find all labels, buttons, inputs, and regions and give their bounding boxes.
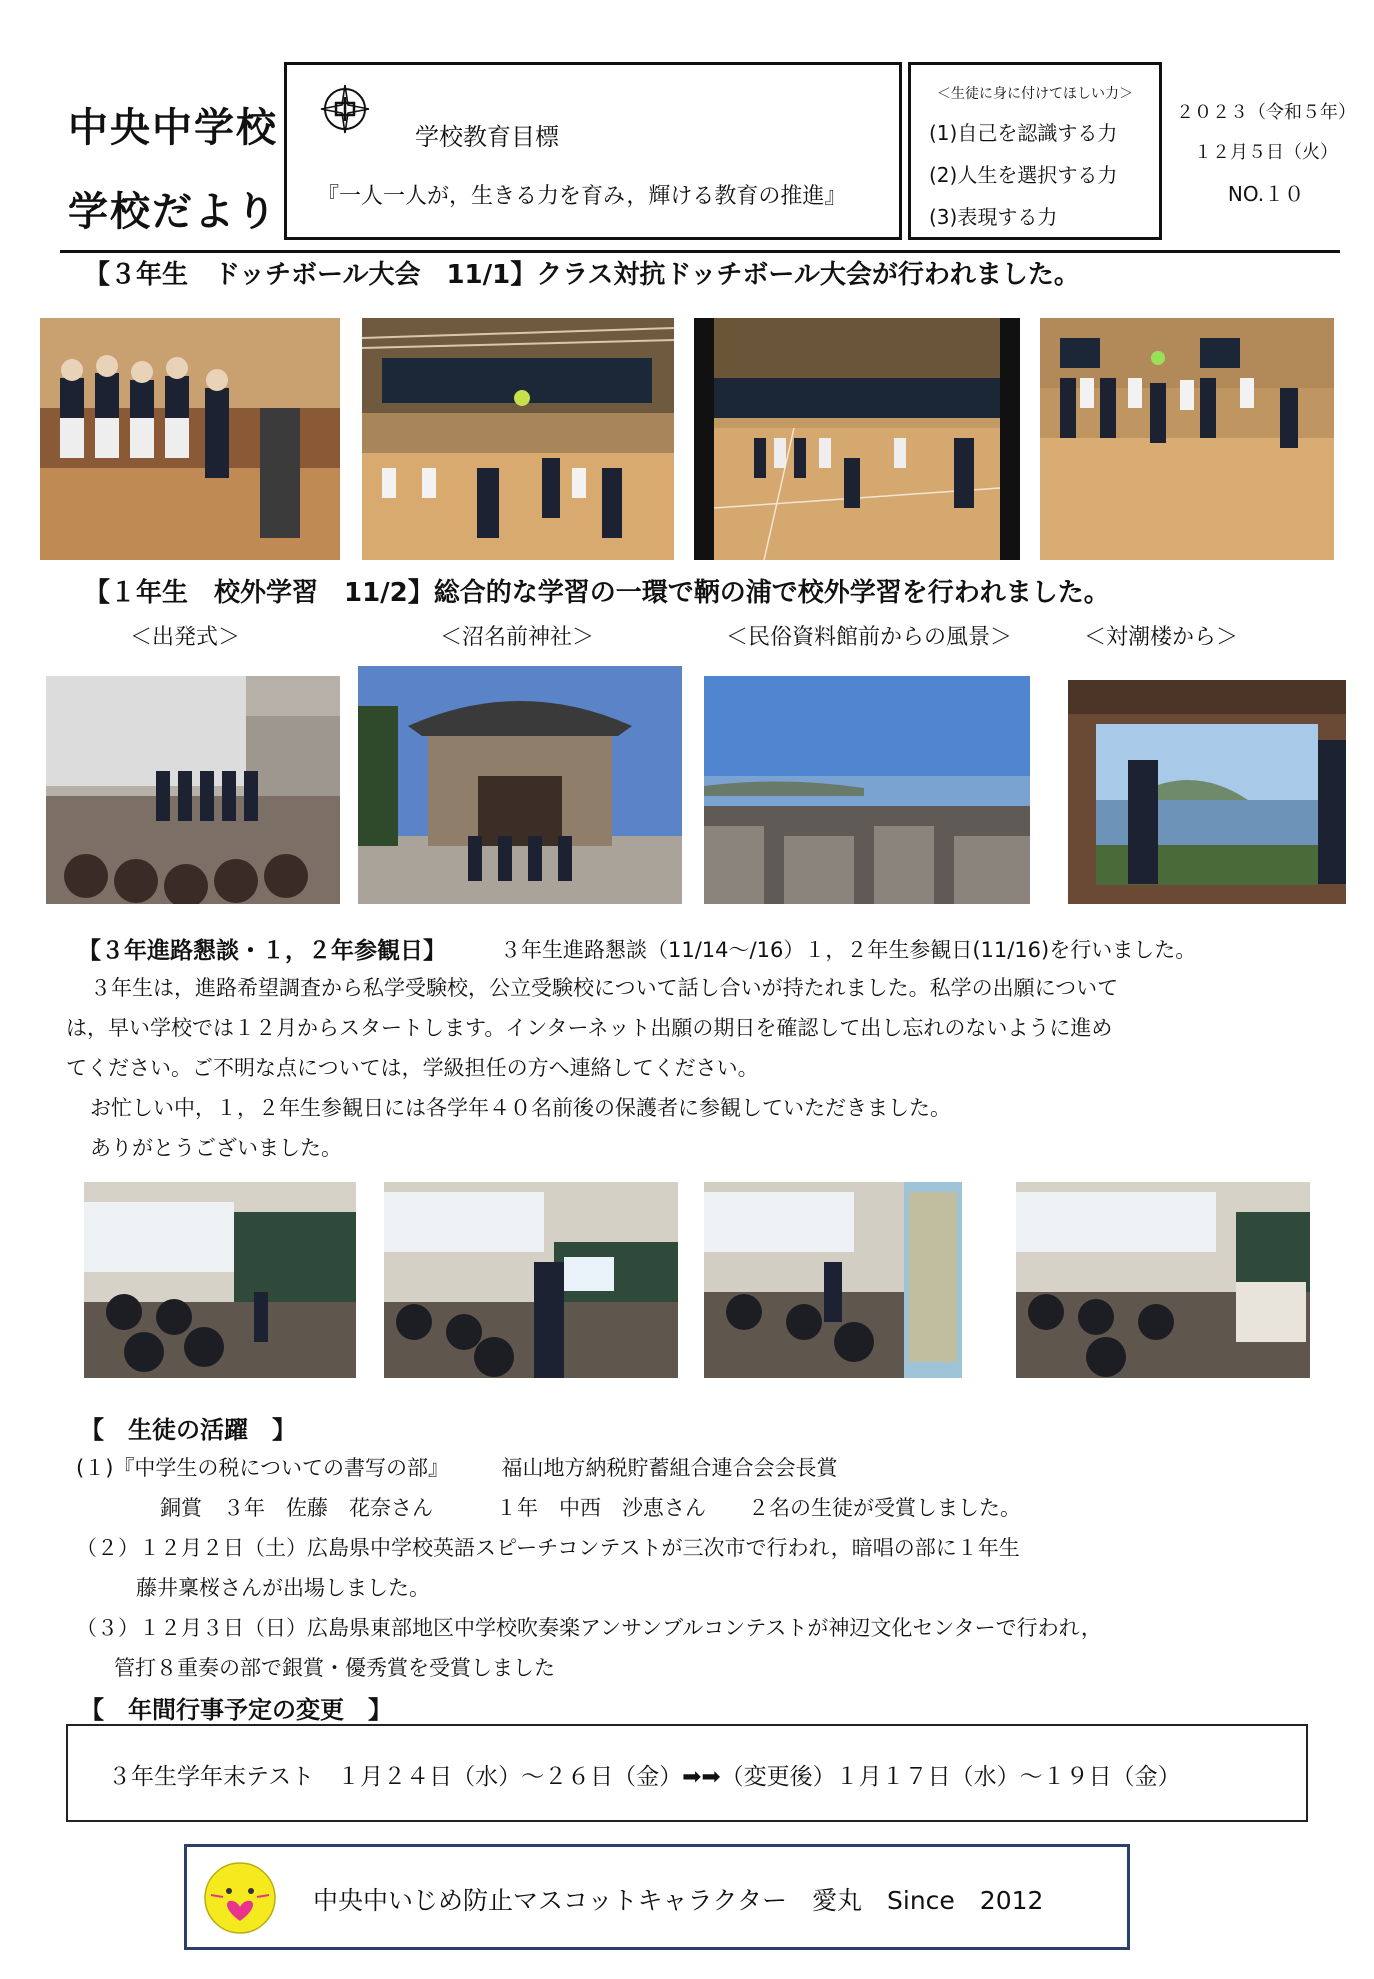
activities-heading: 【 生徒の活躍 】: [80, 1416, 296, 1444]
photo-classroom-1: [84, 1182, 356, 1378]
schedule-change-text: ３年生学年末テスト １月２４日（水）～２６日（金）➡➡（変更後）１月１７日（水）～１９日（金）: [108, 1764, 1181, 1790]
career-paragraph-line: お忙しい中，１，２年生参観日には各学年４０名前後の保護者に参観していただきました。: [90, 1096, 951, 1120]
activity-line: 管打８重奏の部で銀賞・優秀賞を受賞しました: [114, 1656, 555, 1680]
issue-number: NO.１０: [1227, 182, 1305, 206]
issue-year: ２０２３（令和５年）: [1176, 102, 1356, 123]
photo-gym-players: [1040, 318, 1334, 560]
photo-students-seated: [40, 318, 340, 560]
schedule-change-box: [66, 1724, 1308, 1822]
ability-item: (1)自己を認識する力: [929, 121, 1118, 145]
activity-line: （３）１２月３日（日）広島県東部地区中学校吹奏楽アンサンブルコンテストが神辺文化センターで行われ，: [76, 1616, 1102, 1640]
career-paragraph-line: ありがとうございました。: [90, 1136, 342, 1160]
header-divider: [60, 250, 1340, 253]
photo-gym-ball-throw: [362, 318, 674, 560]
mascot-character-icon: [203, 1861, 277, 1935]
photo-shrine: [358, 666, 682, 904]
career-paragraph-line: てください。ご不明な点については，学級担任の方へ連絡してください。: [66, 1056, 759, 1080]
field-trip-heading: 【１年生 校外学習 11/2】総合的な学習の一環で鞆の浦で校外学習を行われました。: [84, 578, 1110, 608]
goal-text: 『一人一人が，生きる力を育み，輝ける教育の推進』: [317, 184, 847, 209]
abilities-box: [908, 62, 1162, 240]
photo-classroom-4: [1016, 1182, 1310, 1378]
activity-line: 銅賞 ３年 佐藤 花奈さん １年 中西 沙恵さん ２名の生徒が受賞しました。: [160, 1496, 1021, 1520]
photo-harbor-view: [704, 676, 1030, 904]
caption-harbor: ＜民俗資料館前からの風景＞: [726, 625, 1013, 650]
activity-line: (１)『中学生の税についての書写の部』 福山地方納税貯蓄組合連合会会長賞: [76, 1456, 838, 1480]
activity-line: （２）１２月２日（土）広島県中学校英語スピーチコンテストが三次市で行われ，暗唱の部に１年生: [76, 1536, 1020, 1560]
career-heading: 【３年進路懇談・１，２年参観日】: [78, 938, 446, 964]
goal-title: 学校教育目標: [415, 123, 559, 151]
ability-item: (2)人生を選択する力: [929, 163, 1118, 187]
school-emblem-icon: [317, 81, 373, 137]
career-paragraph-line: は，早い学校では１２月からスタートします。インターネット出願の期日を確認して出し忘れのないように進め: [66, 1016, 1113, 1040]
photo-gym-court-wide: [694, 318, 1020, 560]
mascot-caption: 中央中いじめ防止マスコットキャラクター 愛丸 Since 2012: [313, 1886, 1044, 1915]
caption-taichoro: ＜対潮楼から＞: [1084, 625, 1239, 650]
career-paragraph-line: ３年生は，進路希望調査から私学受験校，公立受験校について話し合いが持たれました。私学の出願について: [90, 976, 1119, 1000]
photo-classroom-3: [704, 1182, 962, 1378]
schedule-heading: 【 年間行事予定の変更 】: [80, 1696, 392, 1724]
ability-item: (3)表現する力: [929, 205, 1058, 229]
education-goal-box: [284, 62, 902, 240]
photo-classroom-2: [384, 1182, 678, 1378]
newsletter-title: 学校だより: [68, 189, 278, 235]
caption-departure: ＜出発式＞: [130, 625, 241, 650]
activity-line: 藤井稟桜さんが出場しました。: [136, 1576, 430, 1600]
photo-taichoro-view: [1068, 680, 1346, 904]
school-name: 中央中学校: [68, 105, 278, 151]
mascot-box: [184, 1844, 1130, 1950]
issue-date: １２月５日（火）: [1194, 142, 1338, 163]
photo-departure-ceremony: [46, 676, 340, 904]
dodgeball-heading: 【３年生 ドッチボール大会 11/1】クラス対抗ドッチボール大会が行われました。: [84, 260, 1080, 290]
caption-shrine: ＜沼名前神社＞: [440, 625, 595, 650]
career-note: ３年生進路懇談（11/14～/16）１，２年生参観日(11/16)を行いました。: [500, 938, 1197, 962]
abilities-heading: ＜生徒に身に付けてほしい力＞: [937, 86, 1133, 102]
